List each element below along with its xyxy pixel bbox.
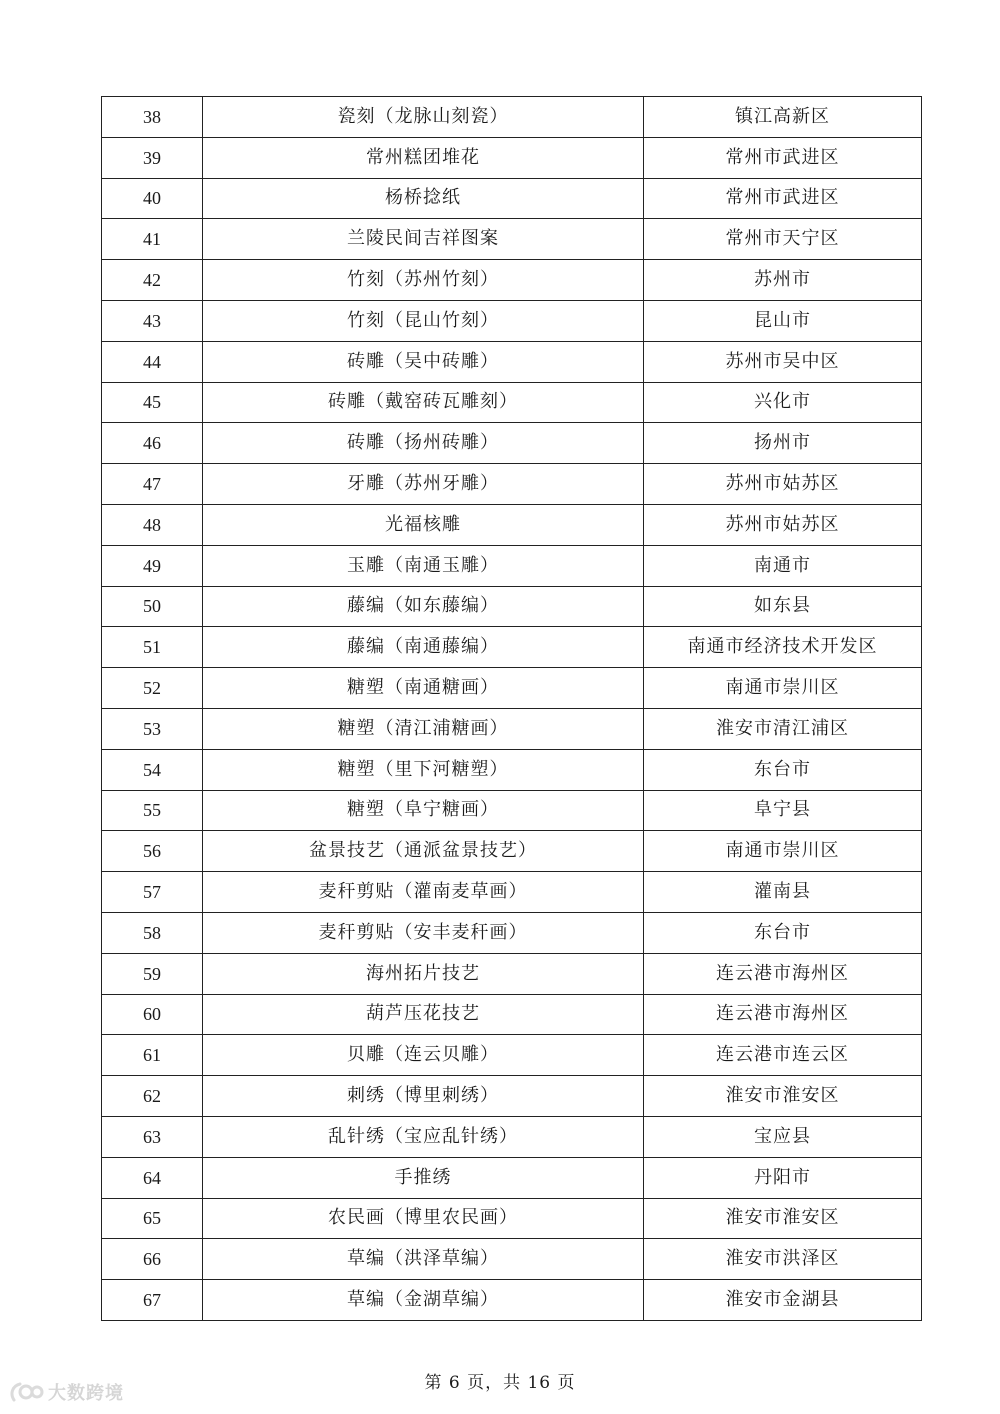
applicant-region: 昆山市 (644, 300, 922, 341)
applicant-region: 灌南县 (644, 872, 922, 913)
table-row (102, 97, 922, 138)
row-number: 54 (102, 749, 203, 790)
applicant-region: 南通市经济技术开发区 (644, 627, 922, 668)
table-row (102, 464, 922, 505)
applicant-region: 苏州市姑苏区 (644, 464, 922, 505)
row-number: 46 (102, 423, 203, 464)
project-name: 牙雕（苏州牙雕） (203, 464, 644, 505)
applicant-region: 淮安市洪泽区 (644, 1239, 922, 1280)
row-number: 63 (102, 1116, 203, 1157)
applicant-region: 兴化市 (644, 382, 922, 423)
project-name: 藤编（南通藤编） (203, 627, 644, 668)
table-row (102, 668, 922, 709)
row-number: 40 (102, 178, 203, 219)
table-row (102, 423, 922, 464)
project-name: 贝雕（连云贝雕） (203, 1035, 644, 1076)
row-number: 41 (102, 219, 203, 260)
project-name: 兰陵民间吉祥图案 (203, 219, 644, 260)
project-name: 瓷刻（龙脉山刻瓷） (203, 97, 644, 138)
row-number: 64 (102, 1157, 203, 1198)
row-number: 66 (102, 1239, 203, 1280)
applicant-region: 苏州市 (644, 260, 922, 301)
project-name: 光福核雕 (203, 504, 644, 545)
project-name: 砖雕（戴窑砖瓦雕刻） (203, 382, 644, 423)
row-number: 45 (102, 382, 203, 423)
watermark-text: 大数跨境 (48, 1383, 124, 1404)
row-number: 52 (102, 668, 203, 709)
heritage-table-body (102, 97, 922, 1321)
applicant-region: 淮安市淮安区 (644, 1198, 922, 1239)
table-row (102, 1280, 922, 1321)
applicant-region: 宝应县 (644, 1116, 922, 1157)
heritage-table (101, 96, 922, 1321)
watermark-logo-icon (8, 1380, 44, 1404)
project-name: 农民画（博里农民画） (203, 1198, 644, 1239)
table-row (102, 382, 922, 423)
table-row (102, 586, 922, 627)
applicant-region: 南通市崇川区 (644, 668, 922, 709)
applicant-region: 苏州市吴中区 (644, 341, 922, 382)
applicant-region: 连云港市海州区 (644, 994, 922, 1035)
project-name: 麦秆剪贴（安丰麦秆画） (203, 912, 644, 953)
applicant-region: 东台市 (644, 749, 922, 790)
table-row (102, 504, 922, 545)
row-number: 67 (102, 1280, 203, 1321)
row-number: 43 (102, 300, 203, 341)
row-number: 47 (102, 464, 203, 505)
row-number: 48 (102, 504, 203, 545)
row-number: 59 (102, 953, 203, 994)
project-name: 手推绣 (203, 1157, 644, 1198)
row-number: 61 (102, 1035, 203, 1076)
table-row (102, 1035, 922, 1076)
row-number: 39 (102, 137, 203, 178)
row-number: 60 (102, 994, 203, 1035)
applicant-region: 丹阳市 (644, 1157, 922, 1198)
row-number: 55 (102, 790, 203, 831)
table-row (102, 1157, 922, 1198)
applicant-region: 淮安市淮安区 (644, 1076, 922, 1117)
table-row (102, 137, 922, 178)
applicant-region: 常州市天宁区 (644, 219, 922, 260)
row-number: 50 (102, 586, 203, 627)
project-name: 盆景技艺（通派盆景技艺） (203, 831, 644, 872)
page-footer: 第 6 页，共 16 页 (424, 1373, 576, 1393)
table-row (102, 994, 922, 1035)
project-name: 乱针绣（宝应乱针绣） (203, 1116, 644, 1157)
applicant-region: 常州市武进区 (644, 137, 922, 178)
project-name: 草编（金湖草编） (203, 1280, 644, 1321)
project-name: 刺绣（博里刺绣） (203, 1076, 644, 1117)
project-name: 常州糕团堆花 (203, 137, 644, 178)
applicant-region: 淮安市金湖县 (644, 1280, 922, 1321)
table-row (102, 708, 922, 749)
table-row (102, 178, 922, 219)
applicant-region: 扬州市 (644, 423, 922, 464)
table-row (102, 831, 922, 872)
table-row (102, 912, 922, 953)
applicant-region: 如东县 (644, 586, 922, 627)
project-name: 竹刻（苏州竹刻） (203, 260, 644, 301)
table-row (102, 749, 922, 790)
table-row (102, 953, 922, 994)
table-row (102, 341, 922, 382)
table-row (102, 627, 922, 668)
applicant-region: 淮安市清江浦区 (644, 708, 922, 749)
project-name: 糖塑（里下河糖塑） (203, 749, 644, 790)
project-name: 草编（洪泽草编） (203, 1239, 644, 1280)
project-name: 玉雕（南通玉雕） (203, 545, 644, 586)
project-name: 杨桥捻纸 (203, 178, 644, 219)
applicant-region: 东台市 (644, 912, 922, 953)
table-row (102, 1198, 922, 1239)
table-row (102, 1076, 922, 1117)
applicant-region: 阜宁县 (644, 790, 922, 831)
row-number: 42 (102, 260, 203, 301)
table-row (102, 300, 922, 341)
watermark (8, 1378, 124, 1406)
applicant-region: 南通市崇川区 (644, 831, 922, 872)
applicant-region: 连云港市连云区 (644, 1035, 922, 1076)
table-row (102, 872, 922, 913)
row-number: 62 (102, 1076, 203, 1117)
table-row (102, 545, 922, 586)
table-row (102, 219, 922, 260)
row-number: 58 (102, 912, 203, 953)
applicant-region: 南通市 (644, 545, 922, 586)
applicant-region: 常州市武进区 (644, 178, 922, 219)
applicant-region: 苏州市姑苏区 (644, 504, 922, 545)
table-row (102, 790, 922, 831)
table-row (102, 260, 922, 301)
row-number: 57 (102, 872, 203, 913)
row-number: 38 (102, 97, 203, 138)
project-name: 糖塑（阜宁糖画） (203, 790, 644, 831)
row-number: 44 (102, 341, 203, 382)
project-name: 麦秆剪贴（灌南麦草画） (203, 872, 644, 913)
row-number: 65 (102, 1198, 203, 1239)
applicant-region: 镇江高新区 (644, 97, 922, 138)
project-name: 砖雕（扬州砖雕） (203, 423, 644, 464)
row-number: 49 (102, 545, 203, 586)
project-name: 糖塑（清江浦糖画） (203, 708, 644, 749)
project-name: 砖雕（吴中砖雕） (203, 341, 644, 382)
project-name: 糖塑（南通糖画） (203, 668, 644, 709)
project-name: 海州拓片技艺 (203, 953, 644, 994)
row-number: 56 (102, 831, 203, 872)
table-row (102, 1239, 922, 1280)
project-name: 藤编（如东藤编） (203, 586, 644, 627)
project-name: 葫芦压花技艺 (203, 994, 644, 1035)
row-number: 53 (102, 708, 203, 749)
row-number: 51 (102, 627, 203, 668)
table-row (102, 1116, 922, 1157)
applicant-region: 连云港市海州区 (644, 953, 922, 994)
project-name: 竹刻（昆山竹刻） (203, 300, 644, 341)
